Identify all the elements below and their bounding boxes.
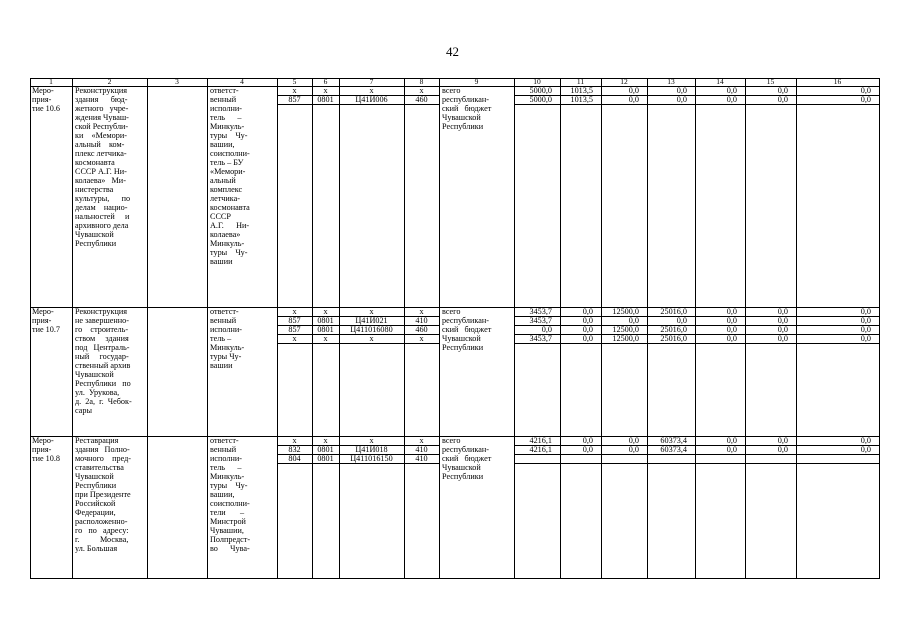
code-csr: x: [369, 436, 374, 445]
executor-line: вашии: [210, 257, 233, 266]
activity-name-line: не завершенно-: [75, 316, 129, 325]
funding-source-line: Республики: [442, 122, 484, 131]
executor-line: ответст-: [210, 307, 239, 316]
executor-line: летчика-: [210, 194, 241, 203]
activity-label: Меро-: [32, 307, 54, 316]
activity-label: прия-: [32, 445, 52, 454]
activity-name-line: колаева» Ми-: [75, 176, 126, 185]
amount-cell: 0,0: [777, 325, 788, 334]
header-col-number: 1: [49, 77, 53, 86]
code-grbs: 804: [288, 454, 301, 463]
executor-line: тель –: [210, 463, 242, 472]
amount-cell: 3453,7: [529, 316, 552, 325]
column-border: [745, 78, 746, 578]
activity-name-line: Республики по: [75, 379, 131, 388]
column-border: [514, 78, 515, 578]
amount-cell: 0,0: [628, 86, 639, 95]
amount-cell: 0,0: [582, 316, 593, 325]
header-col-number: 6: [323, 77, 328, 86]
activity-name-line: ждения Чуваш-: [75, 113, 129, 122]
funding-source-line: всего: [442, 86, 461, 95]
code-vr: 410: [415, 445, 428, 454]
activity-name-line: плекс летчика-: [75, 149, 127, 158]
executor-line: исполни-: [210, 104, 242, 113]
activity-name-line: г. Москва,: [75, 535, 129, 544]
amount-cell: 0,0: [726, 334, 737, 343]
funding-source-line: республикан-: [442, 316, 489, 325]
amount-cell: 0,0: [582, 445, 593, 454]
amount-cell: 12500,0: [612, 325, 639, 334]
activity-name-line: космонавта: [75, 158, 115, 167]
amount-cell: 0,0: [860, 445, 871, 454]
executor-line: ответст-: [210, 86, 239, 95]
column-border: [30, 78, 31, 578]
activity-name-line: го по адресу:: [75, 526, 129, 535]
header-col-number: 15: [766, 77, 775, 86]
executor-line: космонавта: [210, 203, 250, 212]
amount-cell: 0,0: [628, 436, 639, 445]
executor-line: вашии,: [210, 140, 235, 149]
amount-cell: 25016,0: [660, 307, 687, 316]
funding-source-line: Республики: [442, 472, 484, 481]
activity-name-line: альный ком-: [75, 140, 125, 149]
activity-name-line: расположенно-: [75, 517, 128, 526]
executor-line: Минкуль-: [210, 472, 245, 481]
activity-name-line: ул. Урукова,: [75, 388, 120, 397]
executor-line: Минкуль-: [210, 343, 245, 352]
code-vr: 410: [415, 316, 428, 325]
activity-label: прия-: [32, 95, 52, 104]
executor-line: тель –: [210, 334, 232, 343]
activity-name-line: ственный архив: [75, 361, 131, 370]
amount-cell: 0,0: [726, 436, 737, 445]
code-grbs: x: [292, 86, 297, 95]
amount-cell: 0,0: [726, 86, 737, 95]
code-grbs: x: [292, 436, 297, 445]
executor-line: Минкуль-: [210, 122, 245, 131]
executor-line: соисполни-: [210, 499, 250, 508]
column-border: [147, 78, 148, 578]
amount-cell: 0,0: [676, 95, 687, 104]
code-rzpr: x: [323, 334, 328, 343]
executor-line: венный: [210, 445, 237, 454]
funding-source-line: ский бюджет: [442, 454, 492, 463]
column-border: [72, 78, 73, 578]
code-vr: 460: [415, 95, 428, 104]
header-col-number: 16: [833, 77, 842, 86]
code-rzpr: x: [323, 307, 328, 316]
activity-name-line: Реставрация: [75, 436, 119, 445]
amount-cell: 5000,0: [529, 86, 552, 95]
code-csr: Ц411016150: [350, 454, 393, 463]
funding-source-line: Республики: [442, 343, 484, 352]
activity-name-line: делам нацио-: [75, 203, 128, 212]
executor-line: венный: [210, 95, 237, 104]
funding-source-line: республикан-: [442, 95, 489, 104]
code-csr: Ц41И006: [355, 95, 388, 104]
activity-name-line: нальностей и: [75, 212, 130, 221]
executor-line: альный: [210, 176, 236, 185]
amount-cell: 5000,0: [529, 95, 552, 104]
executor-line: исполни-: [210, 325, 242, 334]
code-vr: x: [419, 307, 424, 316]
code-rzpr: 0801: [317, 454, 334, 463]
amount-cell: 3453,7: [529, 307, 552, 316]
amount-cell: 0,0: [726, 325, 737, 334]
amount-cell: 0,0: [676, 86, 687, 95]
activity-name-line: архивного дела: [75, 221, 129, 230]
activity-name-line: жетного учре-: [75, 104, 129, 113]
code-csr: Ц41И021: [355, 316, 388, 325]
activity-name-line: ул. Большая: [75, 544, 118, 553]
amount-cell: 0,0: [777, 86, 788, 95]
code-vr: 410: [415, 454, 428, 463]
activity-name-line: Реконструкция: [75, 307, 128, 316]
header-col-number: 14: [716, 77, 724, 86]
code-grbs: 832: [288, 445, 301, 454]
amount-cell: 0,0: [726, 95, 737, 104]
executor-line: колаева»: [210, 230, 241, 239]
executor-line: туры Чу-: [210, 248, 248, 257]
executor-line: А.Г. Ни-: [210, 221, 250, 230]
code-rzpr: 0801: [317, 445, 334, 454]
amount-cell: 0,0: [628, 445, 639, 454]
code-csr: Ц41И018: [355, 445, 388, 454]
amount-cell: 0,0: [777, 445, 788, 454]
amount-cell: 60373,4: [660, 436, 687, 445]
activity-label: Меро-: [32, 436, 54, 445]
amount-cell: 0,0: [582, 307, 593, 316]
activity-name-line: культуры, по: [75, 194, 131, 203]
amount-cell: 0,0: [726, 316, 737, 325]
header-col-number: 4: [240, 77, 244, 86]
activity-name-line: Чувашской: [75, 472, 114, 481]
column-border: [647, 78, 648, 578]
funding-source-line: всего: [442, 307, 461, 316]
activity-name-line: Реконструкция: [75, 86, 128, 95]
code-csr: x: [369, 307, 374, 316]
activity-label: Меро-: [32, 86, 54, 95]
header-col-number: 10: [533, 77, 541, 86]
amount-cell: 3453,7: [529, 334, 552, 343]
amount-cell: 0,0: [777, 334, 788, 343]
header-col-number: 7: [369, 77, 374, 86]
column-border: [207, 78, 208, 578]
table-bottom-border: [30, 578, 880, 579]
activity-name-line: ный государ-: [75, 352, 129, 361]
activity-name-line: ставительства: [75, 463, 124, 472]
activity-name-line: Республики: [75, 481, 117, 490]
header-col-number: 12: [620, 77, 628, 86]
header-col-number: 9: [474, 77, 479, 86]
code-vr: x: [419, 436, 424, 445]
funding-source-line: Чувашской: [442, 334, 481, 343]
header-col-number: 3: [175, 77, 179, 86]
amount-cell: 0,0: [726, 445, 737, 454]
column-border: [439, 78, 440, 578]
activity-name-line: сары: [75, 406, 92, 415]
amount-cell: 0,0: [628, 316, 639, 325]
code-vr: 460: [415, 325, 428, 334]
line-border: [514, 463, 879, 464]
executor-line: венный: [210, 316, 237, 325]
activity-name-line: д. 2а, г. Чебок-: [75, 397, 132, 406]
activity-name-line: здания бюд-: [75, 95, 128, 104]
header-col-number: 11: [576, 77, 585, 86]
amount-cell: 1013,5: [570, 95, 593, 104]
executor-line: СССР: [210, 212, 231, 221]
activity-label: тие 10.8: [32, 454, 60, 463]
executor-line: во Чува-: [210, 544, 250, 553]
executor-line: тель –: [210, 113, 242, 122]
amount-cell: 25016,0: [660, 334, 687, 343]
executor-line: туры Чу-: [210, 352, 242, 361]
activity-name-line: Республики: [75, 239, 117, 248]
code-grbs: 857: [288, 95, 301, 104]
activity-name-line: ской Республи-: [75, 122, 129, 131]
amount-cell: 0,0: [777, 316, 788, 325]
activity-name-line: ством здания: [75, 334, 129, 343]
activity-name-line: го строитель-: [75, 325, 129, 334]
executor-line: тели –: [210, 508, 245, 517]
executor-line: «Мемори-: [210, 167, 246, 176]
code-grbs: x: [292, 307, 297, 316]
amount-cell: 0,0: [860, 316, 871, 325]
header-col-number: 8: [419, 77, 424, 86]
header-col-number: 5: [292, 77, 297, 86]
column-border: [879, 78, 880, 578]
executor-line: комплекс: [210, 185, 243, 194]
code-grbs: 857: [288, 325, 301, 334]
amount-cell: 0,0: [860, 95, 871, 104]
page-number: 42: [446, 44, 459, 59]
column-border: [695, 78, 696, 578]
code-csr: Ц411016080: [350, 325, 393, 334]
code-rzpr: 0801: [317, 95, 334, 104]
amount-cell: 0,0: [541, 325, 552, 334]
executor-line: Полпредст-: [210, 535, 251, 544]
amount-cell: 0,0: [777, 436, 788, 445]
activity-name-line: Чувашской: [75, 230, 114, 239]
amount-cell: 0,0: [860, 334, 871, 343]
funding-source-line: ский бюджет: [442, 325, 492, 334]
amount-cell: 0,0: [777, 307, 788, 316]
code-rzpr: 0801: [317, 325, 334, 334]
amount-cell: 0,0: [777, 95, 788, 104]
activity-name-line: здания Полно-: [75, 445, 130, 454]
header-col-number: 2: [107, 77, 112, 86]
funding-source-line: всего: [442, 436, 461, 445]
code-csr: x: [369, 86, 374, 95]
amount-cell: 0,0: [860, 436, 871, 445]
activity-name-line: Чувашской: [75, 370, 114, 379]
activity-name-line: нистерства: [75, 185, 114, 194]
amount-cell: 0,0: [628, 95, 639, 104]
amount-cell: 0,0: [860, 307, 871, 316]
activity-label: тие 10.7: [32, 325, 60, 334]
executor-line: туры Чу-: [210, 481, 248, 490]
executor-line: соисполни-: [210, 149, 250, 158]
activity-name-line: Федерации,: [75, 508, 116, 517]
funding-source-line: Чувашской: [442, 463, 481, 472]
amount-cell: 0,0: [582, 436, 593, 445]
amount-cell: 4216,1: [529, 445, 552, 454]
executor-line: вашии: [210, 361, 233, 370]
amount-cell: 25016,0: [660, 325, 687, 334]
amount-cell: 0,0: [676, 316, 687, 325]
code-grbs: x: [292, 334, 297, 343]
code-vr: x: [419, 86, 424, 95]
activity-name-line: мочного пред-: [75, 454, 131, 463]
column-border: [796, 78, 797, 578]
code-rzpr: x: [323, 86, 328, 95]
executor-line: туры Чу-: [210, 131, 248, 140]
column-border: [560, 78, 561, 578]
code-rzpr: 0801: [317, 316, 334, 325]
funding-source-line: республикан-: [442, 445, 489, 454]
column-border: [601, 78, 602, 578]
activity-label: тие 10.6: [32, 104, 60, 113]
amount-cell: 12500,0: [612, 334, 639, 343]
amount-cell: 12500,0: [612, 307, 639, 316]
budget-table: [30, 78, 879, 578]
code-csr: x: [369, 334, 374, 343]
executor-line: Минкуль-: [210, 239, 245, 248]
activity-label: прия-: [32, 316, 52, 325]
amount-cell: 4216,1: [529, 436, 552, 445]
activity-name-line: под Централь-: [75, 343, 130, 352]
activity-name-line: ки «Мемори-: [75, 131, 127, 140]
executor-line: тель – БУ: [210, 158, 244, 167]
amount-cell: 1013,5: [570, 86, 593, 95]
funding-source-line: ский бюджет: [442, 104, 492, 113]
activity-name-line: при Президенте: [75, 490, 131, 499]
activity-name-line: СССР А.Г. Ни-: [75, 167, 127, 176]
amount-cell: 0,0: [582, 325, 593, 334]
executor-line: исполни-: [210, 454, 242, 463]
amount-cell: 0,0: [726, 307, 737, 316]
code-vr: x: [419, 334, 424, 343]
header-col-number: 13: [667, 77, 675, 86]
amount-cell: 0,0: [860, 325, 871, 334]
code-rzpr: x: [323, 436, 328, 445]
funding-source-line: Чувашской: [442, 113, 481, 122]
amount-cell: 0,0: [582, 334, 593, 343]
code-grbs: 857: [288, 316, 301, 325]
amount-cell: 60373,4: [660, 445, 687, 454]
executor-line: вашии,: [210, 490, 235, 499]
executor-line: ответст-: [210, 436, 239, 445]
amount-cell: 0,0: [860, 86, 871, 95]
executor-line: Минстрой: [210, 517, 246, 526]
activity-name-line: Российской: [75, 499, 116, 508]
executor-line: Чувашии,: [210, 526, 244, 535]
